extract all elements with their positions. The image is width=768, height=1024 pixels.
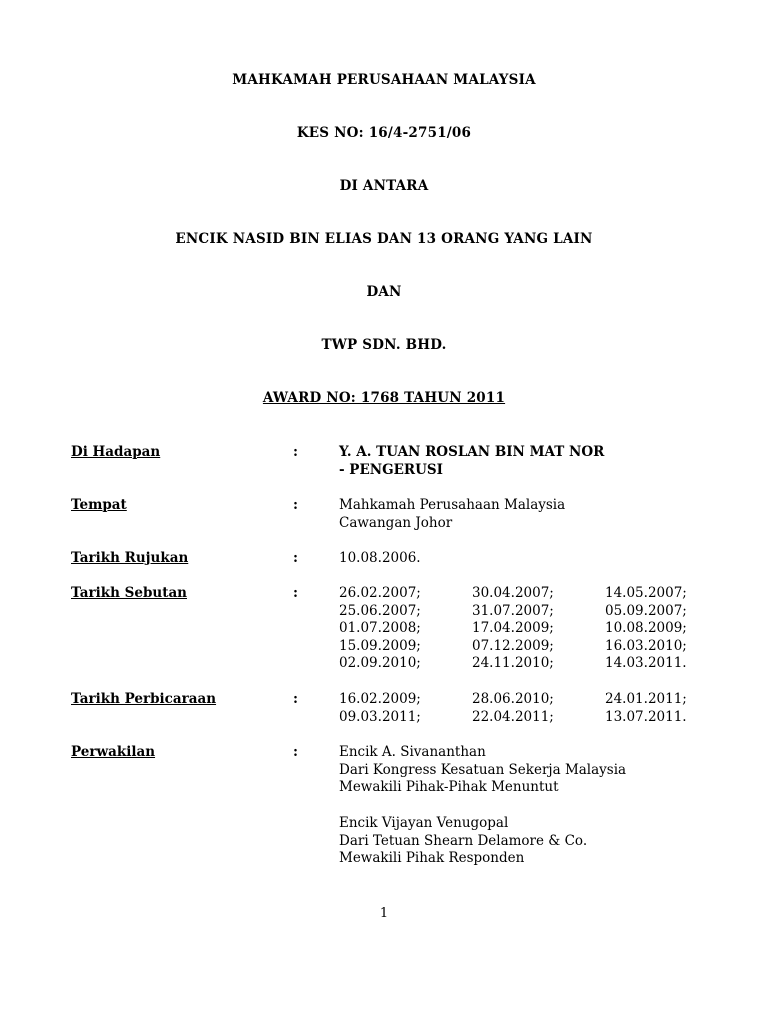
- date-cell: 15.09.2009;: [339, 637, 421, 654]
- claimant-representative: [339, 744, 626, 797]
- claimant-rep-org: Dari Kongress Kesatuan Sekerja Malaysia: [339, 761, 627, 778]
- chairman-name: Y. A. TUAN ROSLAN BIN MAT NOR: [339, 444, 605, 460]
- date-row: [339, 603, 719, 621]
- respondent-rep-role: Mewakili Pihak Responden: [339, 850, 525, 866]
- and-heading: DAN: [366, 284, 402, 300]
- date-cell: 30.04.2007;: [472, 585, 554, 601]
- respondent-name: TWP SDN. BHD.: [321, 337, 447, 353]
- date-row: [339, 620, 719, 638]
- date-cell: 16.03.2010;: [605, 637, 687, 654]
- date-cell: 28.06.2010;: [472, 691, 554, 707]
- field-venue-label: Tempat: [71, 497, 127, 513]
- date-cell: 13.07.2011.: [605, 708, 687, 725]
- date-cell: 24.11.2010;: [472, 655, 554, 671]
- date-row: [339, 709, 719, 727]
- field-representation-label: Perwakilan: [71, 744, 156, 760]
- date-cell: 01.07.2008;: [339, 620, 421, 636]
- court-title: MAHKAMAH PERUSAHAAN MALAYSIA: [232, 72, 536, 88]
- field-colon: :: [293, 585, 298, 601]
- field-reference-date-value: [339, 550, 421, 568]
- field-colon: :: [293, 497, 298, 513]
- date-row: [339, 691, 719, 709]
- hearing-dates-grid: [339, 691, 719, 726]
- date-row: [339, 638, 719, 656]
- mention-dates-grid: [339, 585, 719, 673]
- field-reference-date-label: Tarikh Rujukan: [71, 550, 189, 566]
- field-before-value: [339, 444, 604, 479]
- field-colon: :: [293, 744, 298, 760]
- respondent-rep-name: Encik Vijayan Venugopal: [339, 815, 509, 831]
- date-cell: 14.03.2011.: [605, 655, 687, 671]
- date-cell: 14.05.2007;: [605, 585, 687, 601]
- chairman-title: - PENGERUSI: [339, 461, 443, 478]
- date-cell: 26.02.2007;: [339, 585, 421, 601]
- date-cell: 31.07.2007;: [472, 602, 554, 619]
- field-before-label: Di Hadapan: [71, 444, 161, 460]
- between-heading: DI ANTARA: [339, 178, 429, 194]
- date-cell: 16.02.2009;: [339, 691, 421, 707]
- date-cell: 02.09.2010;: [339, 655, 421, 671]
- respondent-rep-org: Dari Tetuan Shearn Delamore & Co.: [339, 832, 588, 849]
- date-cell: 25.06.2007;: [339, 602, 421, 619]
- date-cell: 05.09.2007;: [605, 602, 687, 619]
- venue-line-2: Cawangan Johor: [339, 514, 453, 531]
- date-cell: 09.03.2011;: [339, 708, 421, 725]
- date-cell: 22.04.2011;: [472, 708, 554, 725]
- date-row: [339, 585, 719, 603]
- field-colon: :: [293, 550, 298, 566]
- field-colon: :: [293, 691, 298, 707]
- reference-date: 10.08.2006.: [339, 550, 421, 566]
- date-cell: 24.01.2011;: [605, 691, 687, 707]
- date-row: [339, 655, 719, 673]
- date-cell: 17.04.2009;: [472, 620, 554, 636]
- field-hearing-dates-label: Tarikh Perbicaraan: [71, 691, 217, 707]
- claimant-name: ENCIK NASID BIN ELIAS DAN 13 ORANG YANG LAIN: [175, 231, 593, 247]
- case-number: KES NO: 16/4-2751/06: [296, 125, 472, 141]
- field-venue-value: [339, 497, 565, 532]
- field-colon: :: [293, 444, 298, 460]
- field-mention-dates-label: Tarikh Sebutan: [71, 585, 188, 601]
- date-cell: 10.08.2009;: [605, 620, 687, 636]
- award-number: AWARD NO: 1768 TAHUN 2011: [262, 390, 506, 406]
- claimant-rep-name: Encik A. Sivananthan: [339, 744, 486, 760]
- venue-line-1: Mahkamah Perusahaan Malaysia: [339, 497, 566, 513]
- page-number: 1: [379, 906, 389, 921]
- respondent-representative: [339, 815, 587, 868]
- date-cell: 07.12.2009;: [472, 637, 554, 654]
- claimant-rep-role: Mewakili Pihak-Pihak Menuntut: [339, 779, 559, 795]
